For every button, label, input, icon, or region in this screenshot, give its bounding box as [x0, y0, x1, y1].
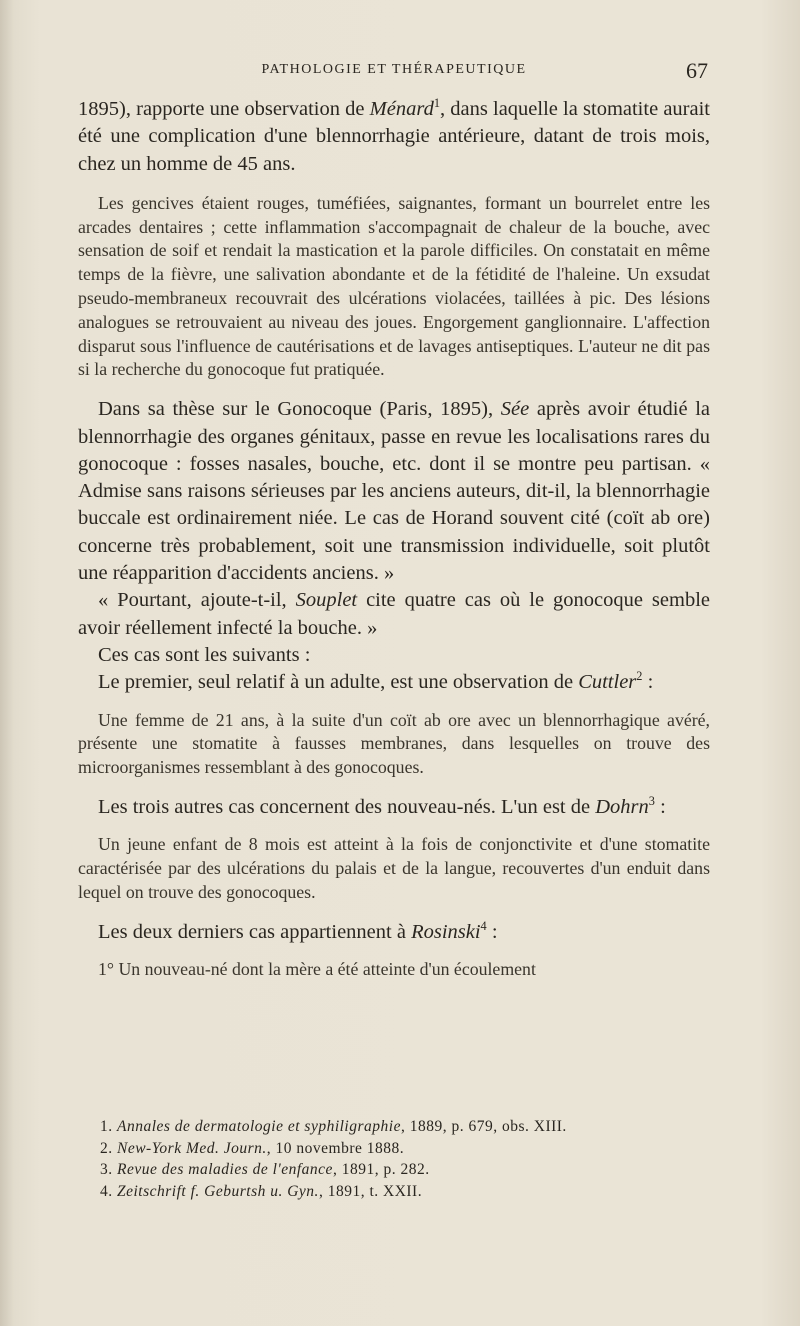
paragraph-rosinski: Les deux derniers cas appartiennent à Rosinski$^4$ :: [98, 918, 498, 943]
author-souplet: Souplet: [295, 589, 358, 612]
footnote-1: 1. Annales de dermatologie et syphiligraphie, 1889, p. 679, obs. XIII.: [100, 1118, 567, 1135]
page-number: 67: [686, 58, 708, 83]
footnote-ref-3: 3: [648, 794, 655, 809]
footnote-ref-2: 2: [636, 669, 643, 684]
footnote-2: 2. New-York Med. Journ., 10 novembre 1888.: [100, 1139, 405, 1157]
author-menard: Ménard: [369, 98, 434, 120]
author-rosinski: Rosinski: [411, 920, 481, 943]
case-description-menard: Les gencives étaient rouges, tuméfiées, saignantes, formant un bourrelet entre les arcades dentaires ; cette inflammation s'accompagnait de chaleur de la bouche, avec sensation de soif et rendait la mastication et la parole difficiles. On constatait en même temps de la fièvre, une salivation abondante et de la fétidité de l'haleine. Un exsudat pseudo-membraneux recouvrait des ulcérations violacées, taillées à pic. Des lésions analogues se retrouvaient au niveau des joues. Engorgement ganglionnaire. L'affection disparut sous l'influence de cautérisations et de lavages antiseptiques. L'auteur ne dit pas si la recherche du gonocoque fut pratiquée.: [78, 192, 710, 380]
case-rosinski-1: 1° Un nouveau-né dont la mère a été atteinte d'un écoulement: [98, 958, 536, 979]
author-dohrn: Dohrn: [595, 795, 649, 818]
author-cuttler: Cuttler: [578, 671, 637, 694]
paragraph-menard: 1895), rapporte une observation de Ménard$^1$, dans laquelle la stomatite aurait été une complication d'une blennorrhagie antérieure, datant de trois mois, chez un homme de 45 ans.: [78, 96, 711, 175]
paragraph-cuttler: Le premier, seul relatif à un adulte, est une observation de Cuttler$^2$ :: [98, 669, 654, 694]
footnotes: [100, 1116, 710, 1202]
footnote-3: 3. Revue des maladies de l'enfance, 1891, p. 282.: [100, 1161, 430, 1178]
footnote-ref-1: 1: [433, 96, 440, 111]
case-description-cuttler: Une femme de 21 ans, à la suite d'un coït ab ore avec un blennorrhagique avéré, présente une stomatite à fausses membranes, dans lesquelles on trouve des microorganismes ressemblant à des gonocoques.: [78, 709, 710, 778]
paragraph-dohrn: Les trois autres cas concernent des nouveau-nés. L'un est de Dohrn$^3$ :: [98, 794, 666, 818]
paragraph-souplet: « Pourtant, ajoute-t-il, Souplet cite quatre cas où le gonocoque semble avoir réellement infecté la bouche. »: [78, 589, 711, 639]
paragraph-see: Dans sa thèse sur le Gonocoque (Paris, 1895), Sée après avoir étudié la blennorrhagie des organes génitaux, passe en revue les localisations rares du gonocoque : fosses nasales, bouche, etc. dont il se montre peu partisan. « Admise sans raisons sérieuses par les anciens auteurs, dit-il, la blennorrhagie buccale est ordinairement niée. Le cas de Horand souvent cité (coït ab ore) concerne très probablement, soit une transmission individuelle, soit plutôt une réapparition d'accidents anciens. »: [78, 398, 710, 585]
author-see: Sée: [500, 398, 530, 421]
page-body: [78, 96, 710, 982]
page-header: [78, 58, 710, 88]
running-title: PATHOLOGIE ET THÉRAPEUTIQUE: [261, 62, 527, 77]
footnote-ref-4: 4: [480, 918, 487, 933]
paragraph-cases-intro: Ces cas sont les suivants :: [98, 643, 311, 666]
footnote-4: 4. Zeitschrift f. Geburtsh u. Gyn., 1891, t. XXII.: [100, 1182, 423, 1200]
case-description-dohrn: Un jeune enfant de 8 mois est atteint à la fois de conjonctivite et d'une stomatite caractérisée par des ulcérations du palais et de la langue, recouvertes d'un enduit dans lequel on trouve des gonocoques.: [78, 834, 710, 902]
